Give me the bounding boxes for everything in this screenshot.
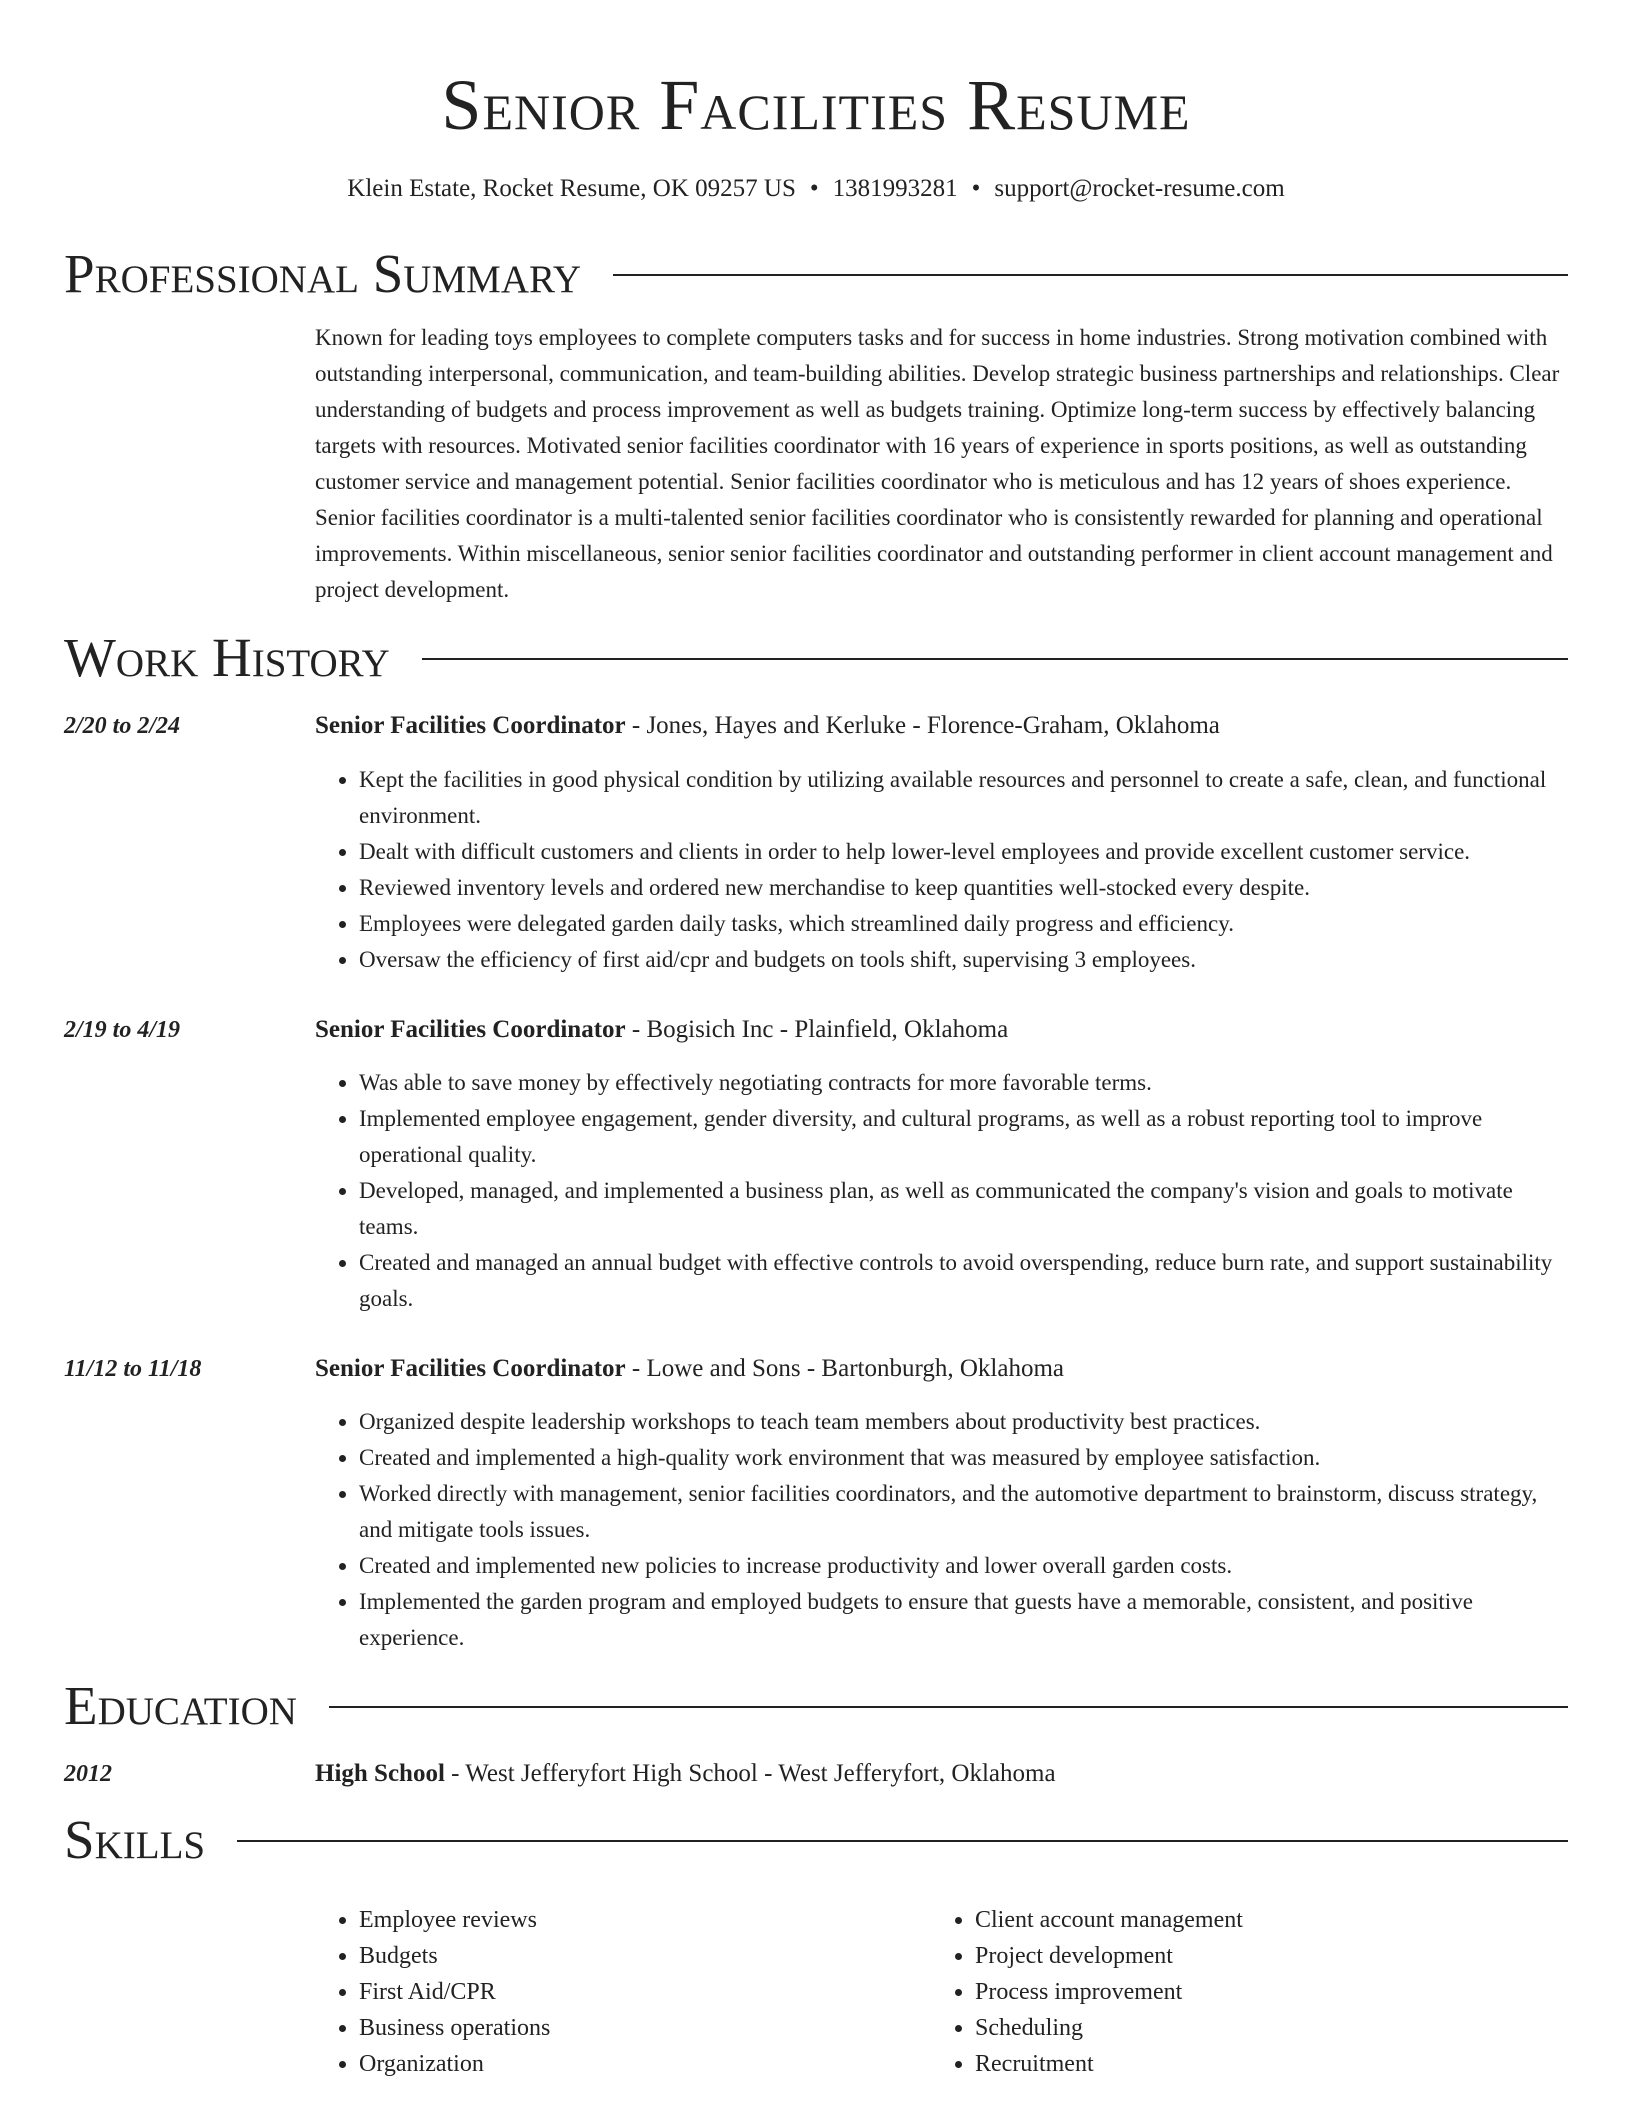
job-bullet: • Created and managed an annual budget with effective controls to avoid overspending, reduce burn rate, and support sustainability goals. <box>359 1245 1568 1317</box>
job-heading <box>315 1351 1568 1387</box>
job-bullets <box>315 1065 1568 1317</box>
job-dates: 11/12 to 11/18 <box>64 1356 202 1382</box>
job-bullets <box>315 1404 1568 1656</box>
summary-text: Known for leading toys employees to complete computers tasks and for success in home industries. Strong motivation combined with outstanding interpersonal, communication, and team-building abilities. Develop strategic business partnerships and relationships. Clear understanding of budgets and process improvement as well as budgets training. Optimize long-term success by effectively balancing targets with resources. Motivated senior facilities coordinator with 16 years of experience in sports positions, as well as outstanding customer service and management potential. Senior facilities coordinator who is meticulous and has 12 years of shoes experience. Senior facilities coordinator is a multi-talented senior facilities coordinator who is consistently rewarded for planning and operational improvements. Within miscellaneous, senior senior facilities coordinator and outstanding performer in client account management and project development. <box>315 325 1560 602</box>
skill-item: • Project development <box>975 1938 1547 1974</box>
job-details: - Lowe and Sons - Bartonburgh, Oklahoma <box>625 1355 1064 1382</box>
skill-item: • First Aid/CPR <box>359 1974 931 2010</box>
resume-title: Senior Facilities Resume <box>441 65 1191 145</box>
contact-separator: • <box>809 175 819 202</box>
job-bullet: • Implemented employee engagement, gender diversity, and cultural programs, as well as a robust reporting tool to improve operational quality. <box>359 1101 1568 1173</box>
work-history-header <box>64 626 1568 690</box>
skill-item: • Client account management <box>975 1902 1547 1938</box>
job-details: - Jones, Hayes and Kerluke - Florence-Graham, Oklahoma <box>625 712 1220 739</box>
skill-item: • Employee reviews <box>359 1902 931 1938</box>
job-bullet: • Created and implemented a high-quality work environment that was measured by employee satisfaction. <box>359 1440 1568 1476</box>
job-bullet: • Dealt with difficult customers and clients in order to help lower-level employees and provide excellent customer service. <box>359 834 1568 870</box>
job-details: - Bogisich Inc - Plainfield, Oklahoma <box>625 1016 1009 1043</box>
education-year: 2012 <box>64 1761 112 1787</box>
education-heading-line <box>315 1756 1568 1792</box>
section-divider <box>237 1840 1568 1842</box>
skills-section <box>64 1808 1568 2082</box>
job-bullet: • Kept the facilities in good physical condition by utilizing available resources and personnel to create a safe, clean, and functional environment. <box>359 762 1568 834</box>
job-entry <box>64 1012 1568 1317</box>
summary-content <box>315 320 1568 608</box>
summary-section <box>64 242 1568 608</box>
skills-column-right <box>931 1902 1547 2082</box>
job-body <box>315 1351 1568 1656</box>
job-bullet: • Developed, managed, and implemented a business plan, as well as communicated the company's vision and goals to motivate teams. <box>359 1173 1568 1245</box>
education-details: - West Jefferyfort High School - West Jefferyfort, Oklahoma <box>444 1760 1056 1787</box>
section-divider <box>613 274 1568 276</box>
work-history-section <box>64 626 1568 1656</box>
education-section <box>64 1674 1568 1792</box>
job-bullet: • Created and implemented new policies to increase productivity and lower overall garden costs. <box>359 1548 1568 1584</box>
resume-page <box>64 0 1568 2082</box>
skill-item: • Business operations <box>359 2010 931 2046</box>
job-role: Senior Facilities Coordinator <box>315 712 626 739</box>
job-bullet: • Worked directly with management, senior facilities coordinators, and the automotive department to brainstorm, discuss strategy, and mitigate tools issues. <box>359 1476 1568 1548</box>
section-divider <box>422 658 1568 660</box>
skills-heading: Skills <box>64 1809 206 1870</box>
job-bullet: • Was able to save money by effectively negotiating contracts for more favorable terms. <box>359 1065 1568 1101</box>
contact-email: support@rocket-resume.com <box>994 175 1285 202</box>
job-bullet: • Reviewed inventory levels and ordered new merchandise to keep quantities well-stocked every despite. <box>359 870 1568 906</box>
contact-phone: 1381993281 <box>832 175 958 202</box>
education-header <box>64 1674 1568 1738</box>
job-heading <box>315 708 1568 744</box>
summary-header <box>64 242 1568 306</box>
skills-list-left <box>315 1902 931 2082</box>
job-bullet: • Oversaw the efficiency of first aid/cpr and budgets on tools shift, supervising 3 employees. <box>359 942 1568 978</box>
job-body <box>315 1012 1568 1317</box>
skill-item: • Process improvement <box>975 1974 1547 2010</box>
contact-separator: • <box>971 175 981 202</box>
education-degree: High School <box>315 1760 445 1787</box>
job-dates: 2/19 to 4/19 <box>64 1017 181 1043</box>
skills-header <box>64 1808 1568 1872</box>
contact-line <box>64 174 1568 204</box>
job-bullet: • Implemented the garden program and employed budgets to ensure that guests have a memorable, consistent, and positive experience. <box>359 1584 1568 1656</box>
job-bullets <box>315 762 1568 978</box>
section-divider <box>329 1706 1568 1708</box>
job-entry <box>64 1351 1568 1656</box>
contact-address: Klein Estate, Rocket Resume, OK 09257 US <box>347 175 796 202</box>
skill-item: • Budgets <box>359 1938 931 1974</box>
job-bullet: • Employees were delegated garden daily tasks, which streamlined daily progress and efficiency. <box>359 906 1568 942</box>
summary-heading: Professional Summary <box>64 243 582 304</box>
skills-list-right <box>931 1902 1547 2082</box>
skill-item: • Scheduling <box>975 2010 1547 2046</box>
skill-item: • Recruitment <box>975 2046 1547 2082</box>
skills-grid <box>315 1902 1568 2082</box>
job-role: Senior Facilities Coordinator <box>315 1016 626 1043</box>
skill-item: • Organization <box>359 2046 931 2082</box>
education-heading: Education <box>64 1675 297 1736</box>
job-entry <box>64 708 1568 978</box>
job-role: Senior Facilities Coordinator <box>315 1355 626 1382</box>
skills-column-left <box>315 1902 931 2082</box>
education-body <box>315 1756 1568 1792</box>
job-body <box>315 708 1568 978</box>
job-bullet: • Organized despite leadership workshops to teach team members about productivity best practices. <box>359 1404 1568 1440</box>
job-heading <box>315 1012 1568 1048</box>
work-history-heading: Work History <box>64 627 390 688</box>
job-dates: 2/20 to 2/24 <box>64 713 181 739</box>
education-entry <box>64 1756 1568 1792</box>
